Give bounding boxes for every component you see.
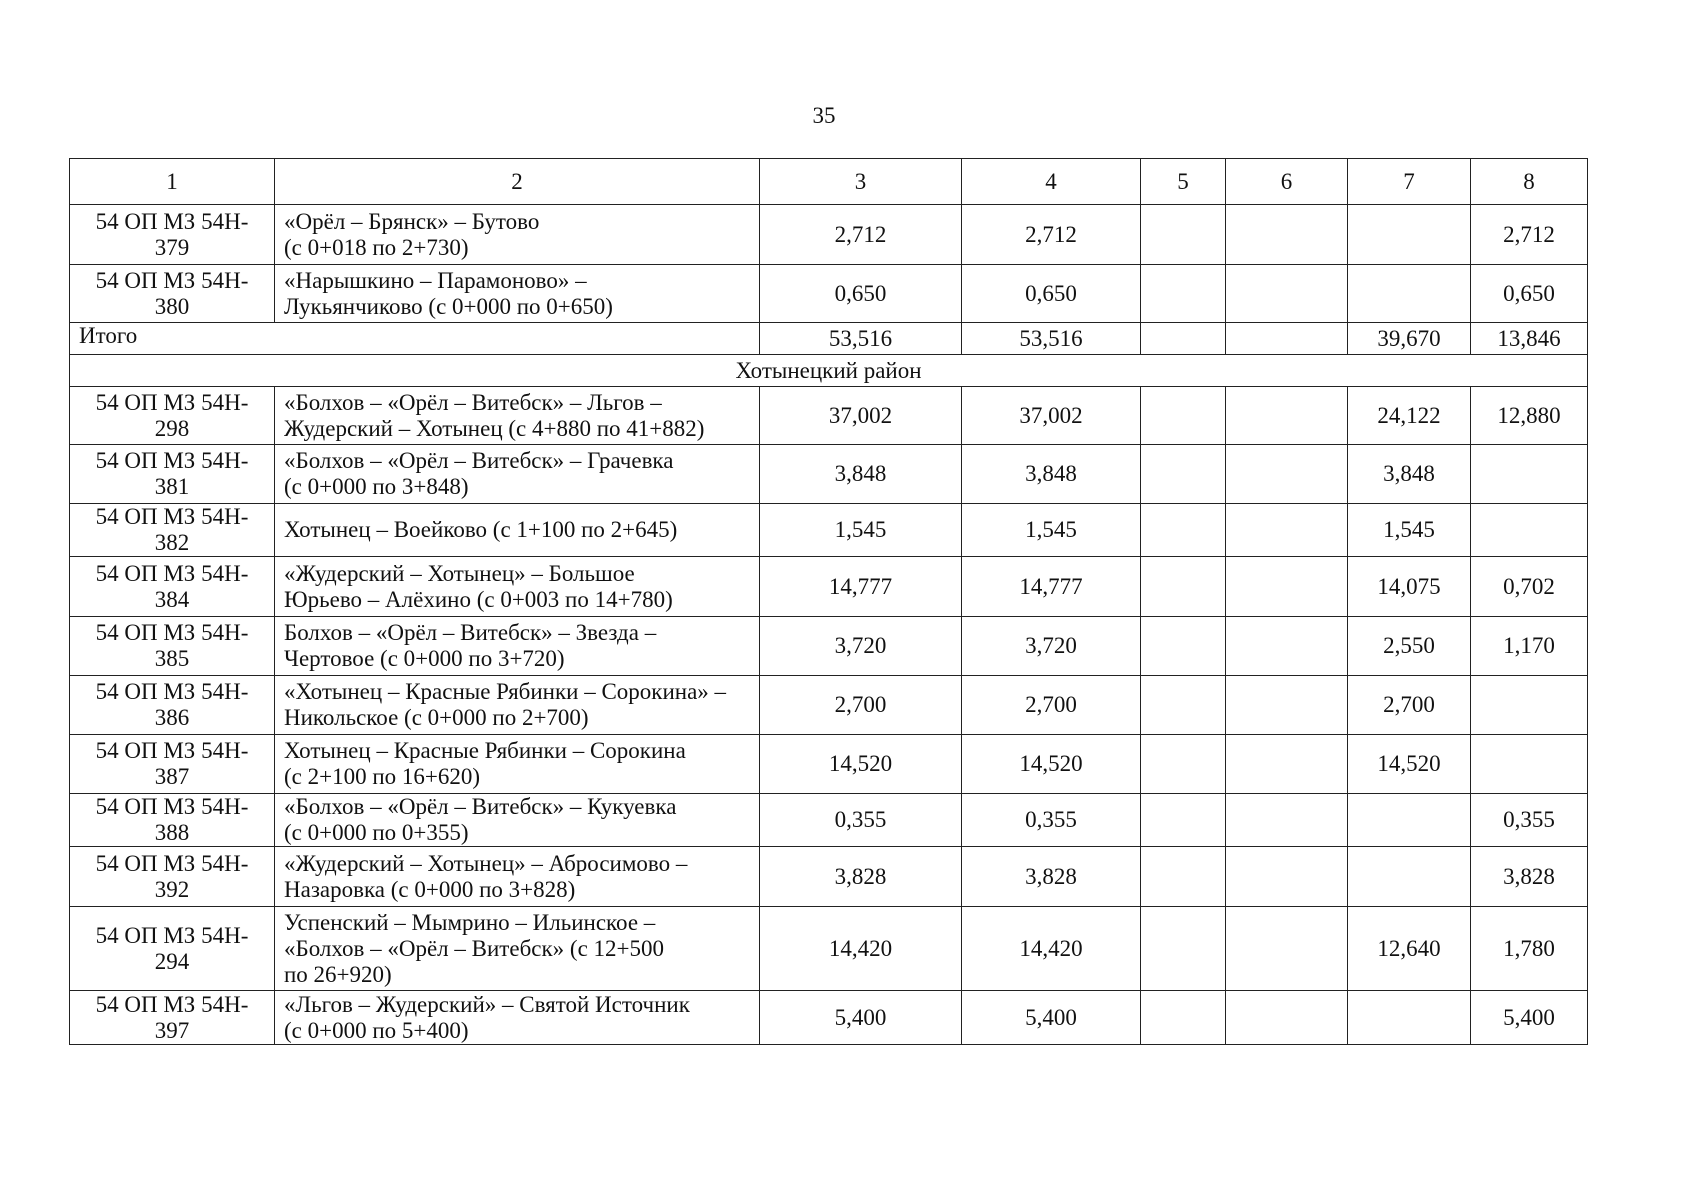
value-cell-3: 3,848 <box>760 445 962 504</box>
value-cell-6 <box>1226 991 1348 1045</box>
road-name-cell <box>275 676 760 735</box>
value-cell-4: 2,700 <box>962 676 1141 735</box>
road-code-number: 392 <box>154 876 190 902</box>
value-cell-4: 14,777 <box>962 557 1141 617</box>
road-name-line: Болхов – «Орёл – Витебск» – Звезда – <box>284 620 657 645</box>
road-name-line: Хотынец – Красные Рябинки – Сорокина <box>284 738 686 763</box>
value-cell-6 <box>1226 617 1348 676</box>
road-code-line: 54 ОП МЗ 54Н- <box>95 560 249 586</box>
value-cell-8: 0,355 <box>1471 794 1588 847</box>
road-code-line: 54 ОП МЗ 54Н- <box>95 448 249 473</box>
page-number: 35 <box>812 103 836 128</box>
road-name-line: Лукьянчиково (с 0+000 по 0+650) <box>284 293 613 319</box>
road-code-number: 397 <box>154 1017 190 1043</box>
road-code-line: 54 ОП МЗ 54Н- <box>95 850 249 876</box>
table-row <box>70 504 1588 557</box>
road-code-number: 385 <box>154 646 190 671</box>
value-cell-7: 14,075 <box>1348 557 1471 617</box>
roads-table <box>69 158 1588 1045</box>
road-code-line: 54 ОП МЗ 54Н- <box>95 504 249 529</box>
road-code-line: 54 ОП МЗ 54Н- <box>95 389 249 415</box>
total-value-5 <box>1141 323 1226 355</box>
value-cell-7 <box>1348 265 1471 323</box>
value-cell-4: 37,002 <box>962 387 1141 445</box>
value-cell-7 <box>1348 205 1471 265</box>
road-name-line: Жудерский – Хотынец (с 4+880 по 41+882) <box>284 415 705 441</box>
total-value-8: 13,846 <box>1471 323 1588 355</box>
value-cell-4: 3,720 <box>962 617 1141 676</box>
value-cell-8 <box>1471 735 1588 794</box>
road-code-cell <box>70 735 275 794</box>
value-cell-6 <box>1226 676 1348 735</box>
value-cell-4: 0,650 <box>962 265 1141 323</box>
table-row <box>70 265 1588 323</box>
road-code-cell <box>70 445 275 504</box>
total-label: Итого <box>70 323 760 355</box>
column-header-3: 3 <box>760 159 962 205</box>
table-row <box>70 205 1588 265</box>
road-name-line: (с 0+000 по 5+400) <box>284 1017 469 1043</box>
value-cell-3: 14,777 <box>760 557 962 617</box>
value-cell-5 <box>1141 265 1226 323</box>
road-code-cell <box>70 794 275 847</box>
road-name-cell <box>275 387 760 445</box>
value-cell-6 <box>1226 387 1348 445</box>
value-cell-5 <box>1141 445 1226 504</box>
value-cell-6 <box>1226 445 1348 504</box>
road-code-number: 387 <box>154 764 190 789</box>
value-cell-5 <box>1141 847 1226 907</box>
column-header-5: 5 <box>1141 159 1226 205</box>
value-cell-4: 14,420 <box>962 907 1141 991</box>
value-cell-3: 3,828 <box>760 847 962 907</box>
value-cell-5 <box>1141 387 1226 445</box>
table-row <box>70 847 1588 907</box>
road-name-line: «Болхов – «Орёл – Витебск» – Кукуевка <box>284 794 677 819</box>
road-name-cell <box>275 205 760 265</box>
road-code-number: 294 <box>154 948 190 974</box>
road-name-line: Чертовое (с 0+000 по 3+720) <box>284 646 565 671</box>
road-code-line: 54 ОП МЗ 54Н- <box>95 991 249 1017</box>
value-cell-3: 2,712 <box>760 205 962 265</box>
value-cell-4: 1,545 <box>962 504 1141 557</box>
value-cell-6 <box>1226 205 1348 265</box>
road-code-cell <box>70 504 275 557</box>
total-value-6 <box>1226 323 1348 355</box>
road-code-cell <box>70 205 275 265</box>
road-name-cell <box>275 794 760 847</box>
value-cell-5 <box>1141 794 1226 847</box>
road-name-cell <box>275 991 760 1045</box>
road-code-number: 386 <box>154 705 190 730</box>
value-cell-8: 1,780 <box>1471 907 1588 991</box>
value-cell-4: 2,712 <box>962 205 1141 265</box>
total-value-4: 53,516 <box>962 323 1141 355</box>
road-code-line: 54 ОП МЗ 54Н- <box>95 267 249 293</box>
value-cell-5 <box>1141 735 1226 794</box>
value-cell-5 <box>1141 907 1226 991</box>
value-cell-7: 1,545 <box>1348 504 1471 557</box>
value-cell-8: 1,170 <box>1471 617 1588 676</box>
road-name-line: (с 2+100 по 16+620) <box>284 764 481 789</box>
road-name-cell <box>275 617 760 676</box>
road-code-number: 382 <box>154 530 190 555</box>
value-cell-3: 1,545 <box>760 504 962 557</box>
header-row <box>70 159 1588 205</box>
value-cell-7: 24,122 <box>1348 387 1471 445</box>
road-code-cell <box>70 847 275 907</box>
road-code-line: 54 ОП МЗ 54Н- <box>95 922 249 948</box>
value-cell-6 <box>1226 557 1348 617</box>
value-cell-7: 2,700 <box>1348 676 1471 735</box>
value-cell-3: 37,002 <box>760 387 962 445</box>
district-row <box>70 355 1588 387</box>
road-code-cell <box>70 617 275 676</box>
value-cell-3: 5,400 <box>760 991 962 1045</box>
column-header-8: 8 <box>1471 159 1588 205</box>
value-cell-8 <box>1471 445 1588 504</box>
column-header-1: 1 <box>70 159 275 205</box>
column-header-4: 4 <box>962 159 1141 205</box>
road-name-cell <box>275 504 760 557</box>
road-name-line: «Жудерский – Хотынец» – Абросимово – <box>284 850 688 876</box>
road-name-line: Успенский – Мымрино – Ильинское – <box>284 909 656 935</box>
road-name-line: «Жудерский – Хотынец» – Большое <box>284 560 635 586</box>
value-cell-7: 12,640 <box>1348 907 1471 991</box>
value-cell-6 <box>1226 907 1348 991</box>
road-name-line: по 26+920) <box>284 961 392 987</box>
value-cell-8 <box>1471 676 1588 735</box>
value-cell-5 <box>1141 617 1226 676</box>
road-name-line: (с 0+000 по 0+355) <box>284 820 469 845</box>
value-cell-4: 3,848 <box>962 445 1141 504</box>
value-cell-3: 14,520 <box>760 735 962 794</box>
road-name-line: «Болхов – «Орёл – Витебск» (с 12+500 <box>284 935 664 961</box>
value-cell-3: 2,700 <box>760 676 962 735</box>
column-header-2: 2 <box>275 159 760 205</box>
road-code-line: 54 ОП МЗ 54Н- <box>95 679 249 704</box>
table-row <box>70 907 1588 991</box>
road-name-line: «Орёл – Брянск» – Бутово <box>284 208 540 234</box>
value-cell-8: 0,702 <box>1471 557 1588 617</box>
road-code-line: 54 ОП МЗ 54Н- <box>95 738 249 763</box>
value-cell-4: 0,355 <box>962 794 1141 847</box>
column-header-7: 7 <box>1348 159 1471 205</box>
road-code-number: 380 <box>154 293 190 319</box>
road-name-cell <box>275 735 760 794</box>
road-name-line: «Болхов – «Орёл – Витебск» – Льгов – <box>284 389 662 415</box>
road-code-cell <box>70 676 275 735</box>
road-name-cell <box>275 907 760 991</box>
road-name-cell <box>275 445 760 504</box>
value-cell-5 <box>1141 504 1226 557</box>
value-cell-7: 3,848 <box>1348 445 1471 504</box>
road-name-cell <box>275 265 760 323</box>
road-name-line: (с 0+018 по 2+730) <box>284 234 469 260</box>
table-row <box>70 617 1588 676</box>
road-code-cell <box>70 991 275 1045</box>
value-cell-8: 12,880 <box>1471 387 1588 445</box>
table-body <box>70 159 1588 1045</box>
value-cell-4: 3,828 <box>962 847 1141 907</box>
value-cell-6 <box>1226 504 1348 557</box>
total-row <box>70 323 1588 355</box>
road-code-cell <box>70 557 275 617</box>
road-name-line: Никольское (с 0+000 по 2+700) <box>284 705 589 730</box>
road-name-line: «Нарышкино – Парамоново» – <box>284 267 587 293</box>
value-cell-6 <box>1226 265 1348 323</box>
table-row <box>70 387 1588 445</box>
value-cell-8: 0,650 <box>1471 265 1588 323</box>
table-row <box>70 676 1588 735</box>
road-name-line: Назаровка (с 0+000 по 3+828) <box>284 876 576 902</box>
road-code-line: 54 ОП МЗ 54Н- <box>95 620 249 645</box>
road-name-line: «Льгов – Жудерский» – Святой Источник <box>284 991 690 1017</box>
value-cell-7: 2,550 <box>1348 617 1471 676</box>
value-cell-6 <box>1226 847 1348 907</box>
value-cell-7 <box>1348 794 1471 847</box>
value-cell-7 <box>1348 847 1471 907</box>
value-cell-5 <box>1141 991 1226 1045</box>
value-cell-5 <box>1141 676 1226 735</box>
road-name-line: «Болхов – «Орёл – Витебск» – Грачевка <box>284 448 674 473</box>
table-row <box>70 557 1588 617</box>
road-code-cell <box>70 387 275 445</box>
total-value-7: 39,670 <box>1348 323 1471 355</box>
road-code-cell <box>70 265 275 323</box>
value-cell-3: 14,420 <box>760 907 962 991</box>
value-cell-6 <box>1226 735 1348 794</box>
road-name-cell <box>275 847 760 907</box>
road-name-line: Хотынец – Воейково (с 1+100 по 2+645) <box>284 517 678 542</box>
value-cell-7 <box>1348 991 1471 1045</box>
value-cell-5 <box>1141 205 1226 265</box>
road-code-number: 388 <box>154 820 190 845</box>
column-header-6: 6 <box>1226 159 1348 205</box>
road-name-line: (с 0+000 по 3+848) <box>284 474 469 499</box>
value-cell-6 <box>1226 794 1348 847</box>
road-code-line: 54 ОП МЗ 54Н- <box>95 208 249 234</box>
road-code-number: 298 <box>154 415 190 441</box>
table-row <box>70 735 1588 794</box>
value-cell-7: 14,520 <box>1348 735 1471 794</box>
total-value-3: 53,516 <box>760 323 962 355</box>
value-cell-8: 2,712 <box>1471 205 1588 265</box>
district-heading: Хотынецкий район <box>70 355 1588 387</box>
value-cell-5 <box>1141 557 1226 617</box>
value-cell-4: 5,400 <box>962 991 1141 1045</box>
value-cell-8: 3,828 <box>1471 847 1588 907</box>
value-cell-4: 14,520 <box>962 735 1141 794</box>
value-cell-3: 0,650 <box>760 265 962 323</box>
road-code-cell <box>70 907 275 991</box>
value-cell-8: 5,400 <box>1471 991 1588 1045</box>
value-cell-3: 3,720 <box>760 617 962 676</box>
road-name-cell <box>275 557 760 617</box>
road-code-number: 384 <box>154 586 190 612</box>
road-name-line: «Хотынец – Красные Рябинки – Сорокина» – <box>284 679 727 704</box>
road-code-number: 381 <box>154 474 190 499</box>
value-cell-8 <box>1471 504 1588 557</box>
road-name-line: Юрьево – Алёхино (с 0+003 по 14+780) <box>284 586 673 612</box>
table-row <box>70 794 1588 847</box>
table-row <box>70 445 1588 504</box>
road-code-number: 379 <box>154 234 190 260</box>
table-row <box>70 991 1588 1045</box>
road-code-line: 54 ОП МЗ 54Н- <box>95 794 249 819</box>
value-cell-3: 0,355 <box>760 794 962 847</box>
